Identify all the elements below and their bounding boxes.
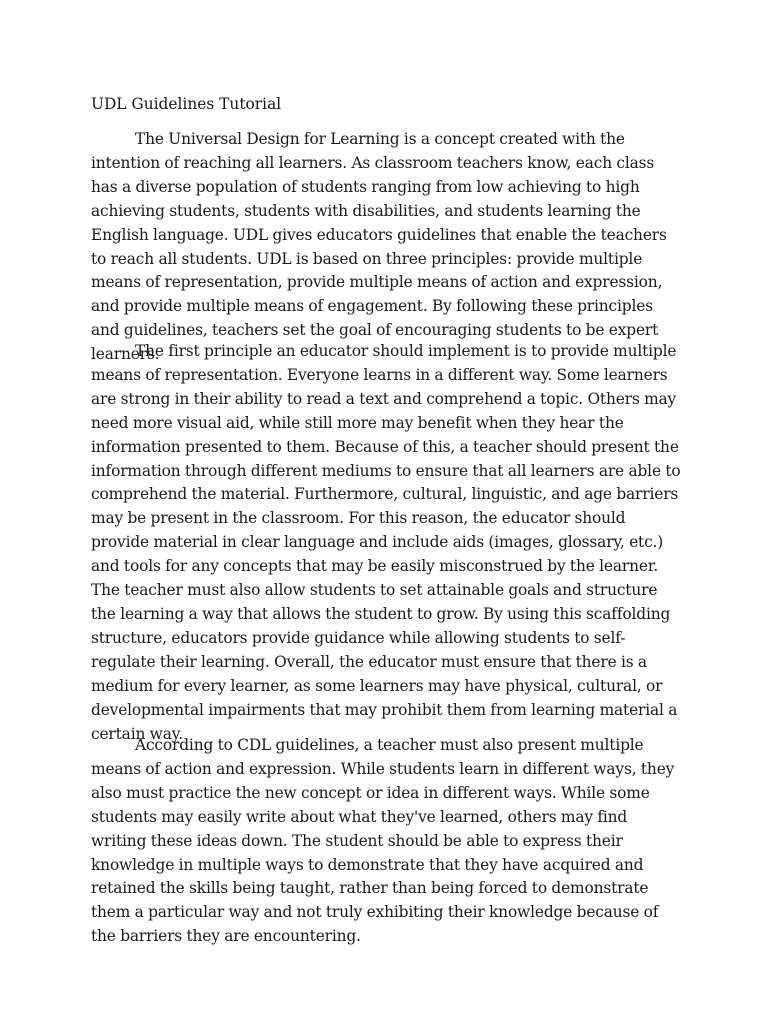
- paragraph-representation: The first principle an educator should implement is to provide multiple means of representation. Everyone learns in a different way. Some learners are strong in their ability to read a text and comprehend a topic. Others may need more visual aid, while still more may benefit when they hear the information presented to them. Because of this, a teacher should present the information through different mediums to ensure that all learners are able to comprehend the material. Furthermore, cultural, linguistic, and age barriers may be present in the classroom. For this reason, the educator should provide material in clear language and include aids (images, glossary, etc.) and tools for any concepts that may be easily misconstrued by the learner. The teacher must also allow students to set attainable goals and structure the learning a way that allows the student to grow. By using this scaffolding structure, educators provide guidance while allowing students to self-regulate their learning. Overall, the educator must ensure that there is a medium for every learner, as some learners may have physical, cultural, or developmental impairments that may prohibit them from learning material a certain way.: [91, 342, 681, 743]
- document-title: UDL Guidelines Tutorial: [91, 95, 282, 113]
- paragraph-introduction: The Universal Design for Learning is a concept created with the intention of reaching all learners. As classroom teachers know, each class has a diverse population of students ranging from low achieving to high achieving students, students with disabilities, and students learning the English language. UDL gives educators guidelines that enable the teachers to reach all students. UDL is based on three principles: provide multiple means of representation, provide multiple means of action and expression, and provide multiple means of engagement. By following these principles and guidelines, teachers set the goal of encouraging students to be expert learners.: [91, 130, 667, 364]
- paragraph-action-expression: According to CDL guidelines, a teacher must also present multiple means of action and expression. While students learn in different ways, they also must practice the new concept or idea in different ways. While some students may easily write about what they've learned, others may find writing these ideas down. The student should be able to express their knowledge in multiple ways to demonstrate that they have acquired and retained the skills being taught, rather than being forced to demonstrate them a particular way and not truly exhibiting their knowledge because of the barriers they are encountering.: [91, 736, 675, 946]
